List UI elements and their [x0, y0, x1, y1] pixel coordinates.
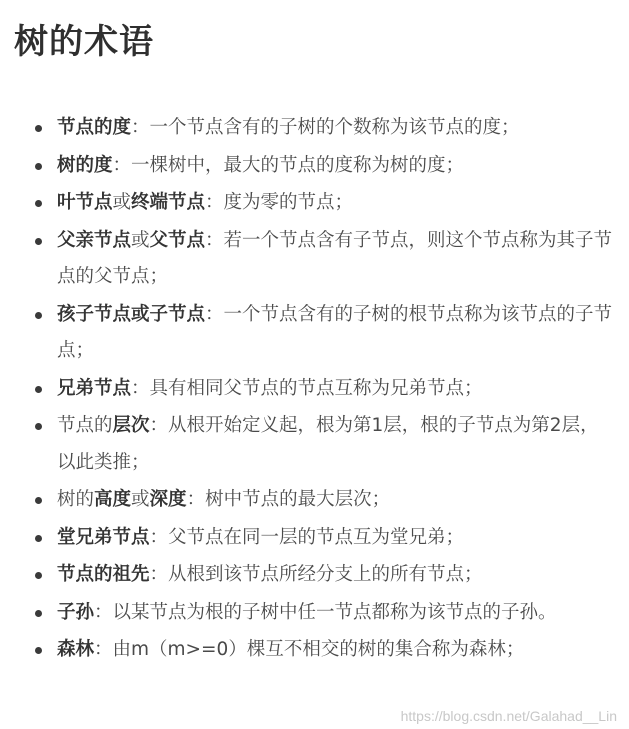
- term-item: [0, 632, 629, 669]
- term-text: 或: [112, 192, 132, 213]
- term-keyword: 树的度: [57, 154, 113, 176]
- term-text: ：一棵树中，最大的节点的度称为树的度；: [112, 154, 465, 176]
- term-item: [0, 297, 629, 370]
- term-keyword: 叶节点: [57, 192, 113, 213]
- term-item: [0, 185, 629, 222]
- term-text: 或: [131, 489, 150, 510]
- term-text: ：从根到该节点所经分支上的所有节点；: [149, 564, 483, 585]
- term-keyword: 父节点: [149, 229, 206, 251]
- bullet-icon: [35, 535, 42, 542]
- term-text: ：一个节点含有的子树的个数称为该节点的度；: [131, 117, 520, 138]
- term-text: 或: [131, 229, 150, 251]
- term-text: ：由m（m>=0）棵互不相交的树的集合称为森林；: [94, 639, 525, 660]
- term-item: [0, 520, 629, 557]
- term-item: [0, 557, 629, 594]
- watermark: https://blog.csdn.net/Galahad__Lin: [400, 708, 617, 724]
- term-text: ：度为零的节点；: [205, 192, 354, 213]
- term-item: [0, 110, 629, 147]
- term-keyword: 节点的度: [57, 117, 132, 138]
- term-text: ：以某节点为根的子树中任一节点都称为该节点的子孙。: [94, 601, 557, 623]
- term-keyword: 森林: [57, 639, 95, 660]
- term-keyword: 层次: [112, 415, 150, 436]
- term-keyword: 高度: [94, 489, 132, 510]
- term-keyword: 子孙: [57, 601, 95, 623]
- bullet-icon: [35, 125, 42, 132]
- term-keyword: 兄弟节点: [57, 377, 132, 399]
- term-item: [0, 482, 629, 519]
- term-text: ：具有相同父节点的节点互称为兄弟节点；: [131, 377, 483, 399]
- term-keyword: 节点的祖先: [57, 564, 150, 585]
- term-text: ：从根开始定义起，根为第1层，根的子节点为第2层，以此类推；: [57, 415, 599, 473]
- bullet-icon: [35, 423, 42, 430]
- terms-list: [0, 110, 629, 670]
- term-text: 树的: [57, 489, 95, 510]
- page-title: 树的术语: [14, 22, 154, 62]
- bullet-icon: [35, 647, 42, 654]
- term-item: [0, 408, 629, 481]
- term-text: 节点的: [57, 415, 113, 436]
- bullet-icon: [35, 312, 42, 319]
- term-text: ：树中节点的最大层次；: [186, 489, 391, 510]
- term-text: ：若一个节点含有子节点，则这个节点称为其子节点的父节点；: [57, 229, 613, 287]
- term-text: ：一个节点含有的子树的根节点称为该节点的子节点；: [57, 303, 613, 361]
- bullet-icon: [35, 238, 42, 245]
- term-text: ：父节点在同一层的节点互为堂兄弟；: [149, 526, 465, 548]
- term-keyword: 终端节点: [131, 192, 206, 213]
- term-item: [0, 371, 629, 408]
- term-keyword: 深度: [149, 489, 187, 510]
- term-keyword: 堂兄弟节点: [57, 526, 150, 548]
- term-keyword: 父亲节点: [57, 229, 132, 251]
- bullet-icon: [35, 572, 42, 579]
- term-item: [0, 148, 629, 185]
- term-keyword: 孩子节点或子节点: [57, 303, 206, 325]
- term-item: [0, 595, 629, 632]
- bullet-icon: [35, 497, 42, 504]
- bullet-icon: [35, 386, 42, 393]
- term-item: [0, 223, 629, 296]
- bullet-icon: [35, 610, 42, 617]
- bullet-icon: [35, 163, 42, 170]
- bullet-icon: [35, 200, 42, 207]
